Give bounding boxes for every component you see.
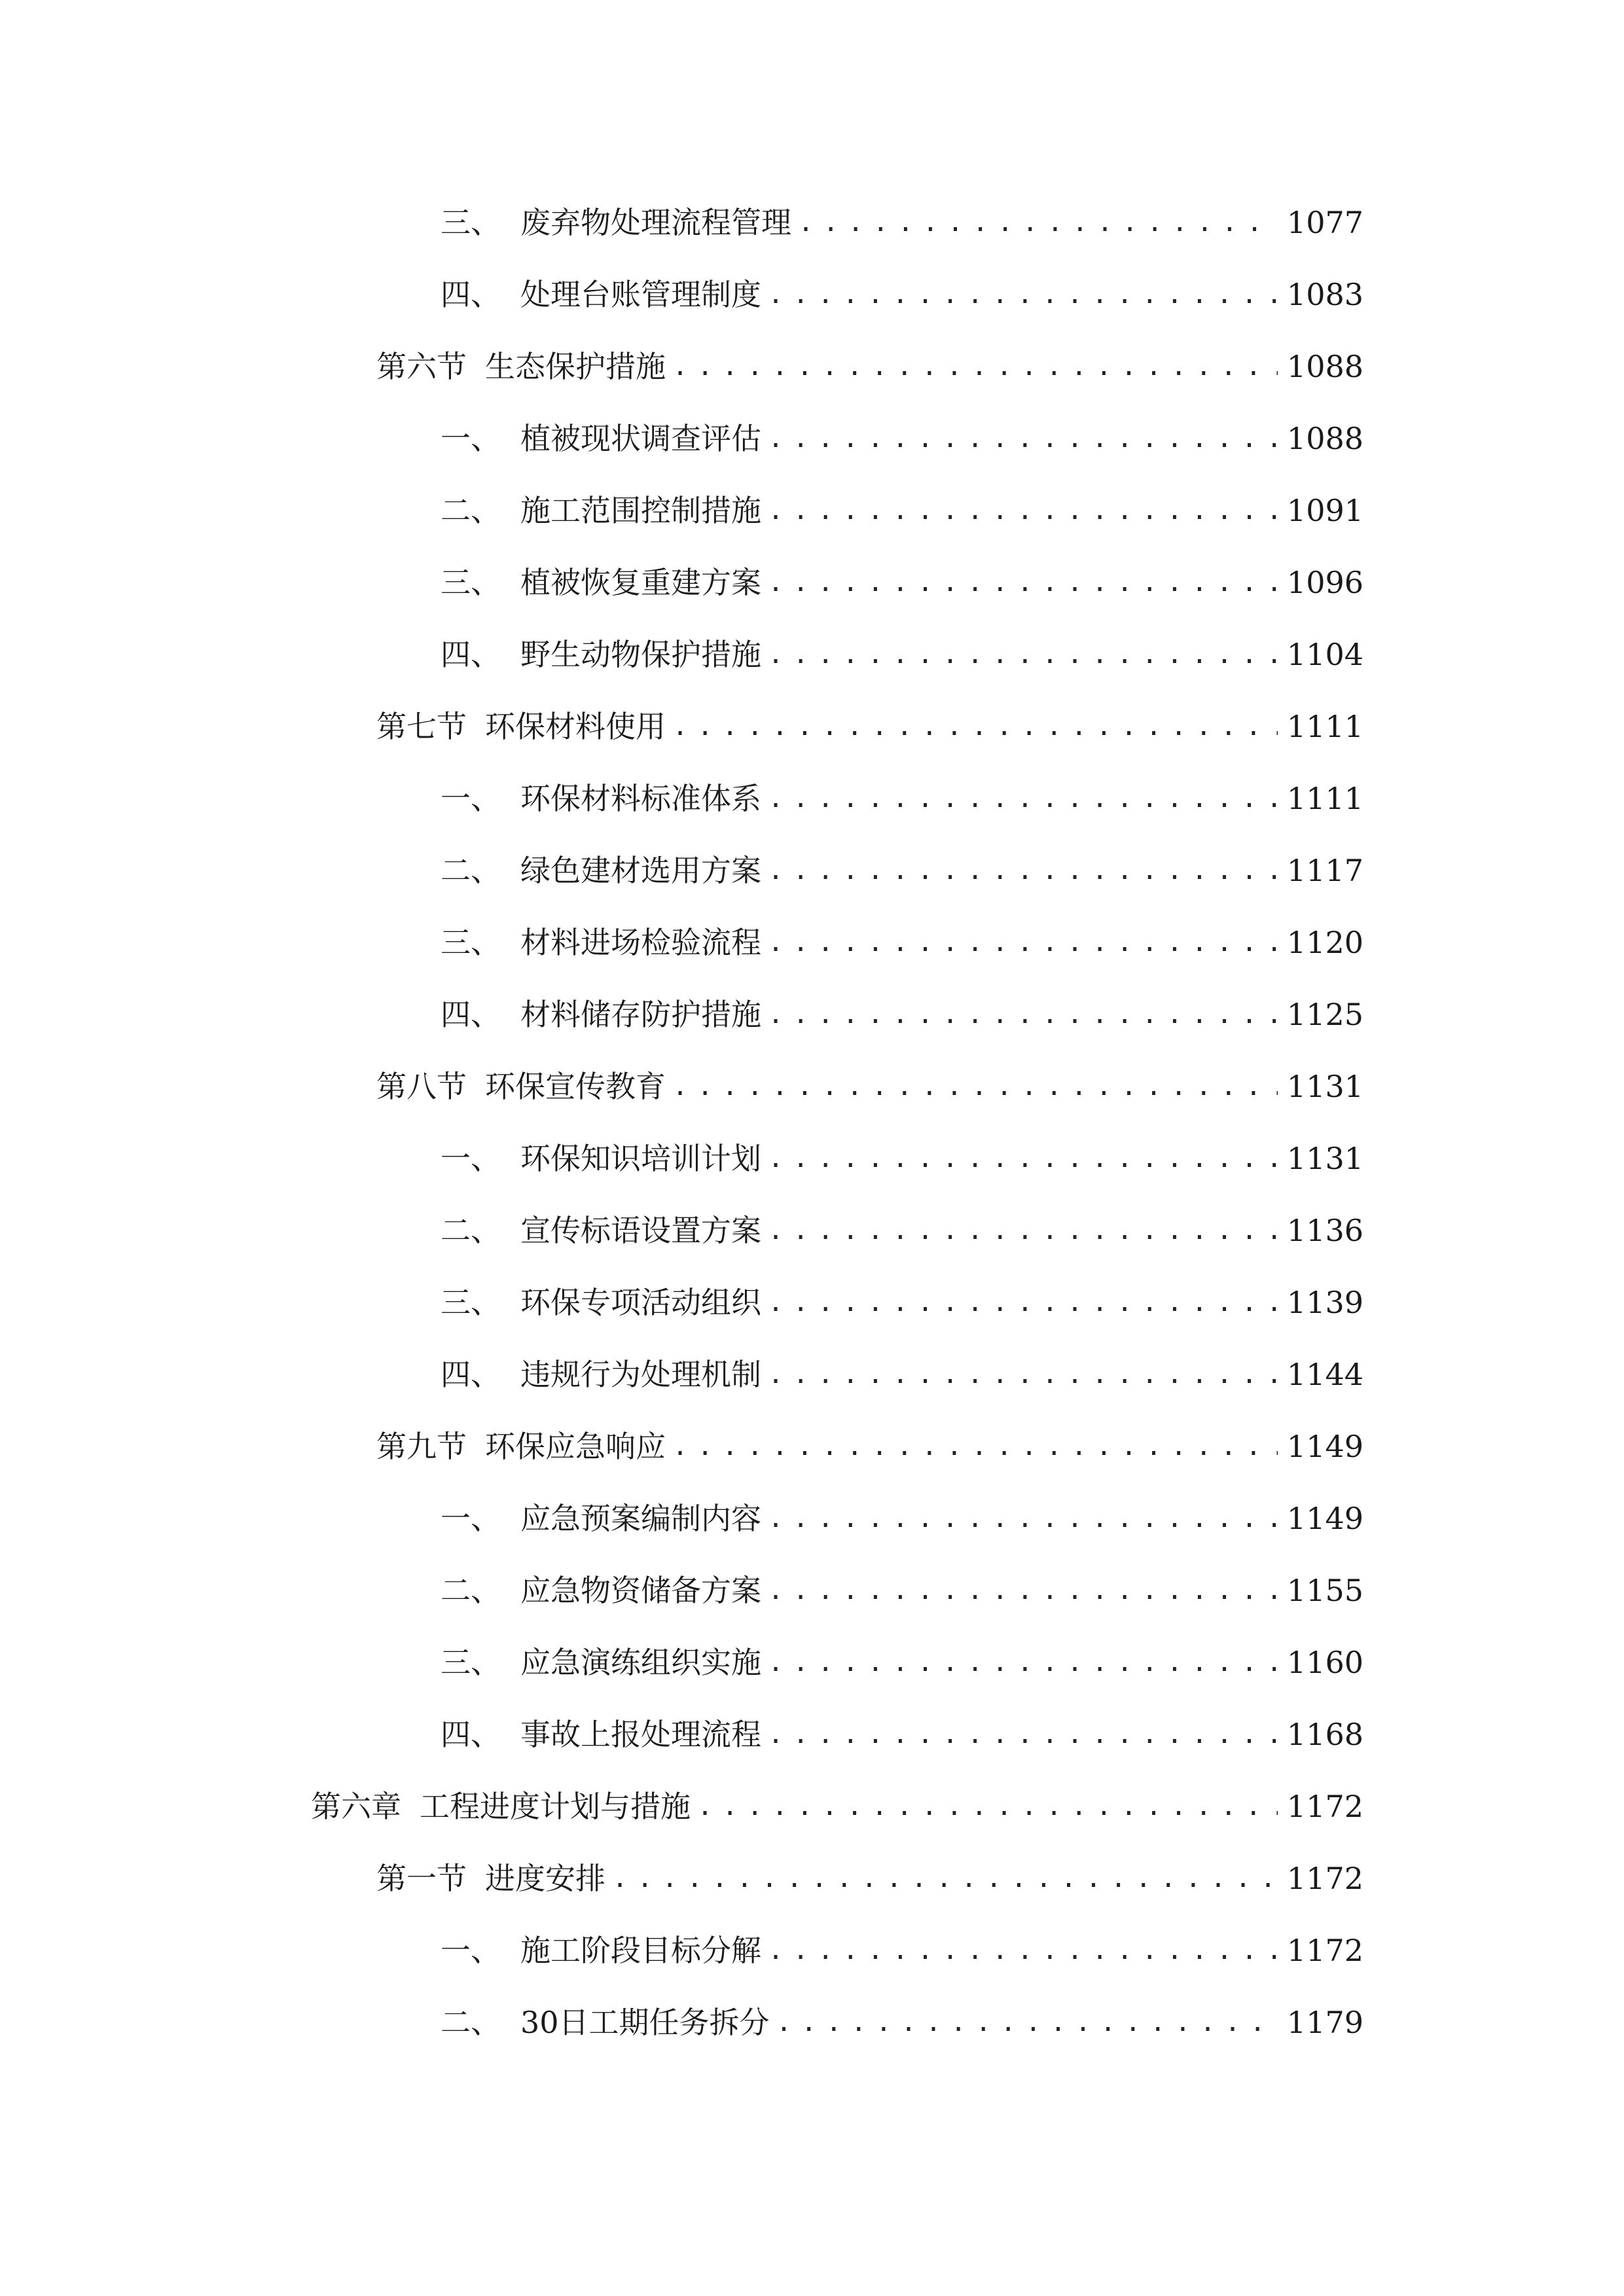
dot-leader xyxy=(768,484,1278,537)
toc-entry[interactable] xyxy=(441,916,1363,969)
dot-leader xyxy=(768,772,1278,825)
toc-entry-title: 材料进场检验流程 xyxy=(520,925,761,960)
toc-entry-title: 环保知识培训计划 xyxy=(520,1141,761,1176)
toc-entry-page-number: 1172 xyxy=(1286,1789,1363,1824)
toc-entry-title: 应急预案编制内容 xyxy=(520,1501,761,1536)
toc-entry-page-number: 1149 xyxy=(1286,1501,1363,1536)
toc-entry[interactable] xyxy=(376,1060,1363,1113)
toc-entry-number: 一、 xyxy=(441,781,501,816)
toc-entry[interactable] xyxy=(376,700,1363,753)
dot-leader xyxy=(768,628,1278,681)
toc-entry-number: 三、 xyxy=(441,565,501,600)
toc-entry-title: 违规行为处理机制 xyxy=(520,1357,761,1392)
toc-entry-title: 植被恢复重建方案 xyxy=(520,565,761,600)
toc-entry-number: 第九节 xyxy=(376,1429,467,1464)
toc-entry-page-number: 1111 xyxy=(1286,781,1363,816)
toc-entry[interactable] xyxy=(441,1204,1363,1257)
toc-entry-page-number: 1144 xyxy=(1286,1357,1363,1392)
dot-leader xyxy=(672,1420,1278,1473)
toc-entry-title: 生态保护措施 xyxy=(485,349,666,384)
toc-entry[interactable] xyxy=(441,1492,1363,1545)
dot-leader xyxy=(697,1780,1278,1833)
toc-entry[interactable] xyxy=(441,1636,1363,1689)
toc-entry[interactable] xyxy=(441,844,1363,897)
toc-entry-page-number: 1172 xyxy=(1286,1861,1363,1896)
toc-entry-page-number: 1083 xyxy=(1286,277,1363,312)
toc-entry-title: 应急物资储备方案 xyxy=(520,1573,761,1608)
toc-entry[interactable] xyxy=(441,988,1363,1041)
toc-entry-page-number: 1168 xyxy=(1286,1717,1363,1752)
toc-entry-title: 环保应急响应 xyxy=(485,1429,666,1464)
toc-entry-page-number: 1139 xyxy=(1286,1285,1363,1320)
toc-entry-page-number: 1091 xyxy=(1286,493,1363,528)
toc-entry[interactable] xyxy=(441,556,1363,609)
toc-entry-page-number: 1111 xyxy=(1286,709,1363,744)
dot-leader xyxy=(776,1996,1278,2049)
dot-leader xyxy=(768,1276,1278,1329)
toc-entry[interactable] xyxy=(441,628,1363,681)
toc-entry-page-number: 1104 xyxy=(1286,637,1363,672)
dot-leader xyxy=(612,1852,1278,1905)
toc-entry-title: 施工范围控制措施 xyxy=(520,493,761,528)
dot-leader xyxy=(768,268,1278,321)
dot-leader xyxy=(768,1636,1278,1689)
toc-entry-number: 四、 xyxy=(441,1717,501,1752)
toc-entry[interactable] xyxy=(441,772,1363,825)
toc-entry-title: 宣传标语设置方案 xyxy=(520,1213,761,1248)
toc-entry-number: 四、 xyxy=(441,637,501,672)
dot-leader xyxy=(768,988,1278,1041)
toc-entry-number: 四、 xyxy=(441,997,501,1032)
toc-entry-number: 二、 xyxy=(441,2005,501,2040)
toc-entry-number: 三、 xyxy=(441,925,501,960)
toc-entry-number: 一、 xyxy=(441,1933,501,1968)
toc-entry-number: 二、 xyxy=(441,1213,501,1248)
toc-entry[interactable] xyxy=(441,1348,1363,1401)
toc-entry[interactable] xyxy=(376,1852,1363,1905)
toc-entry-title: 进度安排 xyxy=(485,1861,605,1896)
toc-entry-page-number: 1131 xyxy=(1286,1141,1363,1176)
dot-leader xyxy=(672,340,1278,393)
dot-leader xyxy=(768,1204,1278,1257)
dot-leader xyxy=(768,1564,1278,1617)
toc-entry-number: 三、 xyxy=(441,1285,501,1320)
dot-leader xyxy=(798,196,1278,249)
toc-entry[interactable] xyxy=(441,1708,1363,1761)
toc-entry-number: 三、 xyxy=(441,205,501,240)
toc-entry-number: 第六节 xyxy=(376,349,467,384)
toc-entry-title: 环保宣传教育 xyxy=(485,1069,666,1104)
dot-leader xyxy=(768,1708,1278,1761)
toc-entry-number: 第七节 xyxy=(376,709,467,744)
dot-leader xyxy=(768,1924,1278,1977)
toc-entry-page-number: 1096 xyxy=(1286,565,1363,600)
toc-entry-page-number: 1155 xyxy=(1286,1573,1363,1608)
toc-entry-title: 30日工期任务拆分 xyxy=(520,2005,770,2040)
toc-entry[interactable] xyxy=(376,340,1363,393)
toc-entry-page-number: 1136 xyxy=(1286,1213,1363,1248)
toc-entry-title: 植被现状调查评估 xyxy=(520,421,761,456)
toc-entry-page-number: 1117 xyxy=(1286,853,1363,888)
toc-entry-number: 二、 xyxy=(441,493,501,528)
dot-leader xyxy=(768,1132,1278,1185)
toc-entry[interactable] xyxy=(376,1420,1363,1473)
toc-entry-page-number: 1120 xyxy=(1286,925,1363,960)
toc-entry-page-number: 1088 xyxy=(1286,421,1363,456)
toc-entry-page-number: 1160 xyxy=(1286,1645,1363,1680)
dot-leader xyxy=(768,916,1278,969)
toc-entry-title: 环保材料标准体系 xyxy=(520,781,761,816)
toc-entry[interactable] xyxy=(441,1996,1363,2049)
toc-entry[interactable] xyxy=(441,412,1363,465)
toc-entry-title: 应急演练组织实施 xyxy=(520,1645,761,1680)
toc-entry-number: 二、 xyxy=(441,853,501,888)
dot-leader xyxy=(768,556,1278,609)
toc-entry-page-number: 1149 xyxy=(1286,1429,1363,1464)
toc-entry[interactable] xyxy=(441,1132,1363,1185)
toc-entry-number: 四、 xyxy=(441,277,501,312)
dot-leader xyxy=(768,1492,1278,1545)
toc-entry-number: 第一节 xyxy=(376,1861,467,1896)
toc-entry[interactable] xyxy=(441,268,1363,321)
toc-entry-page-number: 1125 xyxy=(1286,997,1363,1032)
toc-entry[interactable] xyxy=(441,1276,1363,1329)
toc-entry-title: 绿色建材选用方案 xyxy=(520,853,761,888)
dot-leader xyxy=(768,1348,1278,1401)
toc-entry[interactable] xyxy=(441,196,1363,249)
toc-entry-title: 材料储存防护措施 xyxy=(520,997,761,1032)
dot-leader xyxy=(768,412,1278,465)
toc-entry-title: 废弃物处理流程管理 xyxy=(520,205,791,240)
toc-entry-number: 二、 xyxy=(441,1573,501,1608)
toc-entry-page-number: 1131 xyxy=(1286,1069,1363,1104)
toc-entry-page-number: 1172 xyxy=(1286,1933,1363,1968)
toc-entry[interactable] xyxy=(441,1924,1363,1977)
toc-entry[interactable] xyxy=(441,1564,1363,1617)
toc-entry[interactable] xyxy=(441,484,1363,537)
toc-entry-page-number: 1088 xyxy=(1286,349,1363,384)
toc-entry-title: 野生动物保护措施 xyxy=(520,637,761,672)
toc-entry-number: 三、 xyxy=(441,1645,501,1680)
toc-entry-number: 第六章 xyxy=(311,1789,401,1824)
toc-entry-number: 一、 xyxy=(441,1501,501,1536)
toc-entry-page-number: 1179 xyxy=(1286,2005,1363,2040)
toc-entry-title: 施工阶段目标分解 xyxy=(520,1933,761,1968)
toc-entry-number: 四、 xyxy=(441,1357,501,1392)
dot-leader xyxy=(768,844,1278,897)
toc-entry-number: 一、 xyxy=(441,1141,501,1176)
toc-entry-title: 事故上报处理流程 xyxy=(520,1717,761,1752)
dot-leader xyxy=(672,1060,1278,1113)
toc-entry[interactable] xyxy=(311,1780,1363,1833)
dot-leader xyxy=(672,700,1278,753)
toc-entry-number: 一、 xyxy=(441,421,501,456)
toc-entry-page-number: 1077 xyxy=(1286,205,1363,240)
toc-entry-number: 第八节 xyxy=(376,1069,467,1104)
toc-entry-title: 环保材料使用 xyxy=(485,709,666,744)
toc-entry-title: 处理台账管理制度 xyxy=(520,277,761,312)
toc-entry-title: 环保专项活动组织 xyxy=(520,1285,761,1320)
toc-entry-title: 工程进度计划与措施 xyxy=(420,1789,691,1824)
